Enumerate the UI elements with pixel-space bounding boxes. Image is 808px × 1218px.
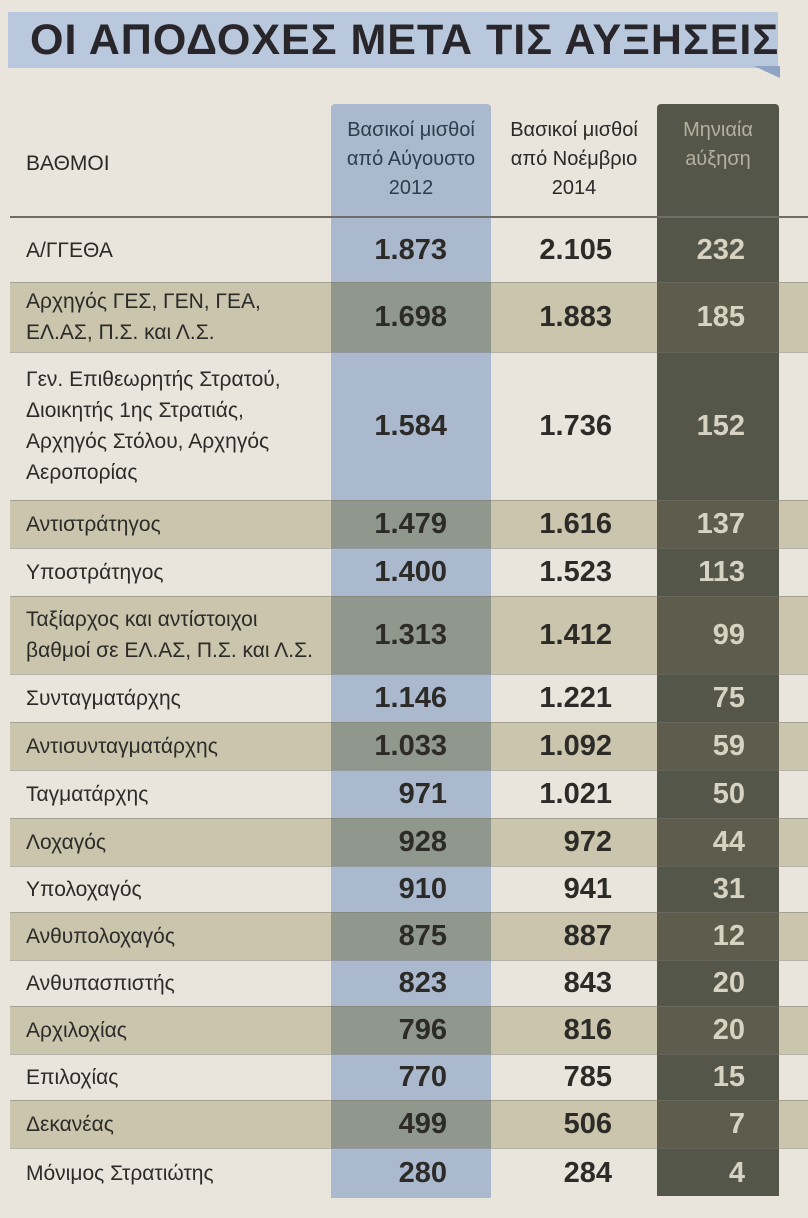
salary-2014-cell-value: 506 (563, 1107, 612, 1140)
salary-2014-cell-value: 1.736 (539, 409, 612, 442)
row-divider (10, 596, 808, 597)
title-bar (8, 12, 778, 68)
salary-2012-cell-value: 1.698 (374, 300, 447, 333)
monthly-increase-cell (657, 352, 779, 500)
salary-2012-cell (331, 818, 491, 866)
salary-2012-cell (331, 674, 491, 722)
header-nov-2014: Βασικοί μισθοί από Νοέμβριο 2014 (510, 119, 638, 199)
salary-2014-cell (492, 722, 656, 770)
salary-2012-cell (331, 1100, 491, 1148)
monthly-increase-cell-value: 15 (712, 1060, 745, 1093)
salary-2014-cell (492, 1100, 656, 1148)
monthly-increase-cell-value: 59 (712, 729, 745, 762)
table-row (10, 596, 808, 674)
table-row (10, 352, 808, 500)
salary-2012-cell (331, 596, 491, 674)
monthly-increase-cell-value: 20 (712, 966, 745, 999)
salary-2012-cell (331, 1006, 491, 1054)
salary-2012-cell-value: 1.146 (374, 681, 447, 714)
salary-2012-cell-value: 1.873 (374, 233, 447, 266)
grade-cell: Αντιστράτηγος (26, 512, 161, 536)
salary-2014-cell-value: 1.092 (539, 729, 612, 762)
monthly-increase-cell (657, 282, 779, 352)
salary-2014-cell-value: 816 (563, 1013, 612, 1046)
monthly-increase-cell (657, 548, 779, 596)
monthly-increase-cell-value: 185 (696, 300, 745, 333)
row-divider (10, 866, 808, 867)
monthly-increase-cell-value: 20 (712, 1013, 745, 1046)
salary-2012-cell (331, 770, 491, 818)
salary-2012-cell-value: 1.313 (374, 618, 447, 651)
header-grades: ΒΑΘΜΟΙ (26, 152, 110, 175)
monthly-increase-cell (657, 500, 779, 548)
grade-cell: Α/ΓΓΕΘΑ (26, 238, 113, 262)
table-row (10, 1148, 808, 1198)
salary-2012-cell-value: 280 (398, 1156, 447, 1189)
salary-2014-cell-value: 1.523 (539, 555, 612, 588)
salary-2014-cell (492, 1148, 656, 1198)
table-row (10, 722, 808, 770)
salary-2012-cell (331, 500, 491, 548)
monthly-increase-cell-value: 152 (696, 409, 745, 442)
table-row (10, 218, 808, 282)
monthly-increase-cell-value: 4 (728, 1156, 745, 1189)
row-divider (10, 770, 808, 771)
grade-cell: Υποστράτηγος (26, 560, 164, 584)
salary-2012-cell (331, 722, 491, 770)
salary-2012-cell-value: 770 (398, 1060, 447, 1093)
row-divider (10, 674, 808, 675)
salary-2012-cell (331, 282, 491, 352)
table-row (10, 548, 808, 596)
salary-2014-cell (492, 218, 656, 282)
salary-2014-cell-value: 1.616 (539, 507, 612, 540)
row-divider (10, 1100, 808, 1101)
salary-2014-cell-value: 1.412 (539, 618, 612, 651)
grade-cell: Ανθυπασπιστής (26, 971, 175, 995)
salary-2012-cell (331, 218, 491, 282)
table-row (10, 1006, 808, 1054)
monthly-increase-cell-value: 50 (712, 777, 745, 810)
salary-2014-cell (492, 866, 656, 912)
salary-2012-cell-value: 910 (398, 872, 447, 905)
salary-2012-cell-value: 875 (398, 919, 447, 952)
monthly-increase-cell-value: 137 (696, 507, 745, 540)
monthly-increase-cell-value: 232 (696, 233, 745, 266)
salary-2014-cell-value: 887 (563, 919, 612, 952)
salary-2014-cell-value: 284 (563, 1156, 612, 1189)
monthly-increase-cell (657, 866, 779, 912)
table-row (10, 912, 808, 960)
salary-2014-cell (492, 596, 656, 674)
row-divider (10, 818, 808, 819)
row-divider (10, 1006, 808, 1007)
table-header (0, 104, 808, 216)
salary-2014-cell-value: 941 (563, 872, 612, 905)
grade-cell: Ανθυπολοχαγός (26, 924, 175, 948)
salary-2014-cell (492, 960, 656, 1006)
salary-2012-cell (331, 548, 491, 596)
monthly-increase-cell (657, 1100, 779, 1148)
salary-2012-cell (331, 960, 491, 1006)
monthly-increase-cell (657, 218, 779, 282)
salary-2014-cell-value: 2.105 (539, 233, 612, 266)
grade-cell: Μόνιμος Στρατιώτης (26, 1161, 214, 1185)
salary-2014-cell (492, 770, 656, 818)
salary-2014-cell (492, 352, 656, 500)
monthly-increase-cell-value: 75 (712, 681, 745, 714)
salary-2012-cell-value: 928 (398, 825, 447, 858)
row-divider (10, 1054, 808, 1055)
grade-cell: Υπολοχαγός (26, 877, 142, 901)
salary-2012-cell (331, 352, 491, 500)
monthly-increase-cell-value: 31 (712, 872, 745, 905)
grade-cell: Ταξίαρχος και αντίστοιχοι βαθμοί σε ΕΛ.ΑΣ, Π.Σ. και Λ.Σ. (26, 608, 313, 662)
salary-2014-cell-value: 1.021 (539, 777, 612, 810)
salary-2012-cell-value: 1.584 (374, 409, 447, 442)
grade-cell: Συνταγματάρχης (26, 686, 181, 710)
row-divider (10, 500, 808, 501)
salary-2014-cell (492, 548, 656, 596)
monthly-increase-cell (657, 1006, 779, 1054)
salary-2012-cell (331, 1054, 491, 1100)
grade-cell: Αρχηγός ΓΕΣ, ΓΕΝ, ΓΕΑ, ΕΛ.ΑΣ, Π.Σ. και Λ.Σ. (26, 290, 261, 344)
salary-2012-cell-value: 971 (398, 777, 447, 810)
salary-2012-cell-value: 1.479 (374, 507, 447, 540)
grade-cell: Δεκανέας (26, 1112, 114, 1136)
salary-2014-cell-value: 1.221 (539, 681, 612, 714)
monthly-increase-cell-value: 113 (698, 555, 745, 588)
table-row (10, 960, 808, 1006)
table-row (10, 770, 808, 818)
monthly-increase-cell (657, 722, 779, 770)
monthly-increase-cell (657, 1054, 779, 1100)
salary-2014-cell (492, 674, 656, 722)
monthly-increase-cell (657, 674, 779, 722)
grade-cell: Αρχιλοχίας (26, 1018, 127, 1042)
salary-2014-cell-value: 1.883 (539, 300, 612, 333)
table-row (10, 1100, 808, 1148)
salary-2012-cell-value: 796 (398, 1013, 447, 1046)
table-row (10, 818, 808, 866)
monthly-increase-cell (657, 960, 779, 1006)
grade-cell: Επιλοχίας (26, 1065, 119, 1089)
row-divider (10, 352, 808, 353)
salary-2014-cell-value: 972 (563, 825, 612, 858)
salary-2014-cell (492, 912, 656, 960)
page-title: ΟΙ ΑΠΟΔΟΧΕΣ ΜΕΤΑ ΤΙΣ ΑΥΞΗΣΕΙΣ (30, 16, 780, 64)
salary-2014-cell-value: 843 (563, 966, 612, 999)
table-row (10, 500, 808, 548)
header-aug-2012: Βασικοί μισθοί από Αύγουστο 2012 (346, 119, 476, 199)
row-divider (10, 548, 808, 549)
table-row (10, 674, 808, 722)
monthly-increase-cell (657, 1148, 779, 1198)
salary-2014-cell (492, 818, 656, 866)
header-monthly-increase: Μηνιαία aύξηση (683, 119, 753, 170)
table-row (10, 282, 808, 352)
salary-2012-cell (331, 1148, 491, 1198)
monthly-increase-cell (657, 770, 779, 818)
monthly-increase-cell-value: 44 (712, 825, 745, 858)
salary-2012-cell-value: 1.400 (374, 555, 447, 588)
salary-2014-cell (492, 1054, 656, 1100)
salary-2012-cell-value: 1.033 (374, 729, 447, 762)
row-divider (10, 282, 808, 283)
monthly-increase-cell-value: 99 (712, 618, 745, 651)
salary-2014-cell-value: 785 (563, 1060, 612, 1093)
salary-2014-cell (492, 500, 656, 548)
monthly-increase-cell (657, 818, 779, 866)
salary-2014-cell (492, 1006, 656, 1054)
salary-2014-cell (492, 282, 656, 352)
grade-cell: Ταγματάρχης (26, 782, 149, 806)
grade-cell: Γεν. Επιθεωρητής Στρατού, Διοικητής 1ης Στρατιάς, Αρχηγός Στόλου, Αρχηγός Αεροπορίας (26, 368, 281, 484)
row-divider (10, 1148, 808, 1149)
monthly-increase-cell-value: 12 (712, 919, 745, 952)
table-row (10, 866, 808, 912)
row-divider (10, 722, 808, 723)
monthly-increase-cell (657, 912, 779, 960)
salary-2012-cell-value: 499 (398, 1107, 447, 1140)
monthly-increase-cell (657, 596, 779, 674)
salary-2012-cell (331, 866, 491, 912)
row-divider (10, 960, 808, 961)
grade-cell: Λοχαγός (26, 830, 107, 854)
row-divider (10, 912, 808, 913)
salary-2012-cell (331, 912, 491, 960)
grade-cell: Αντισυνταγματάρχης (26, 734, 218, 758)
salary-2012-cell-value: 823 (398, 966, 447, 999)
table-row (10, 1054, 808, 1100)
monthly-increase-cell-value: 7 (728, 1107, 745, 1140)
